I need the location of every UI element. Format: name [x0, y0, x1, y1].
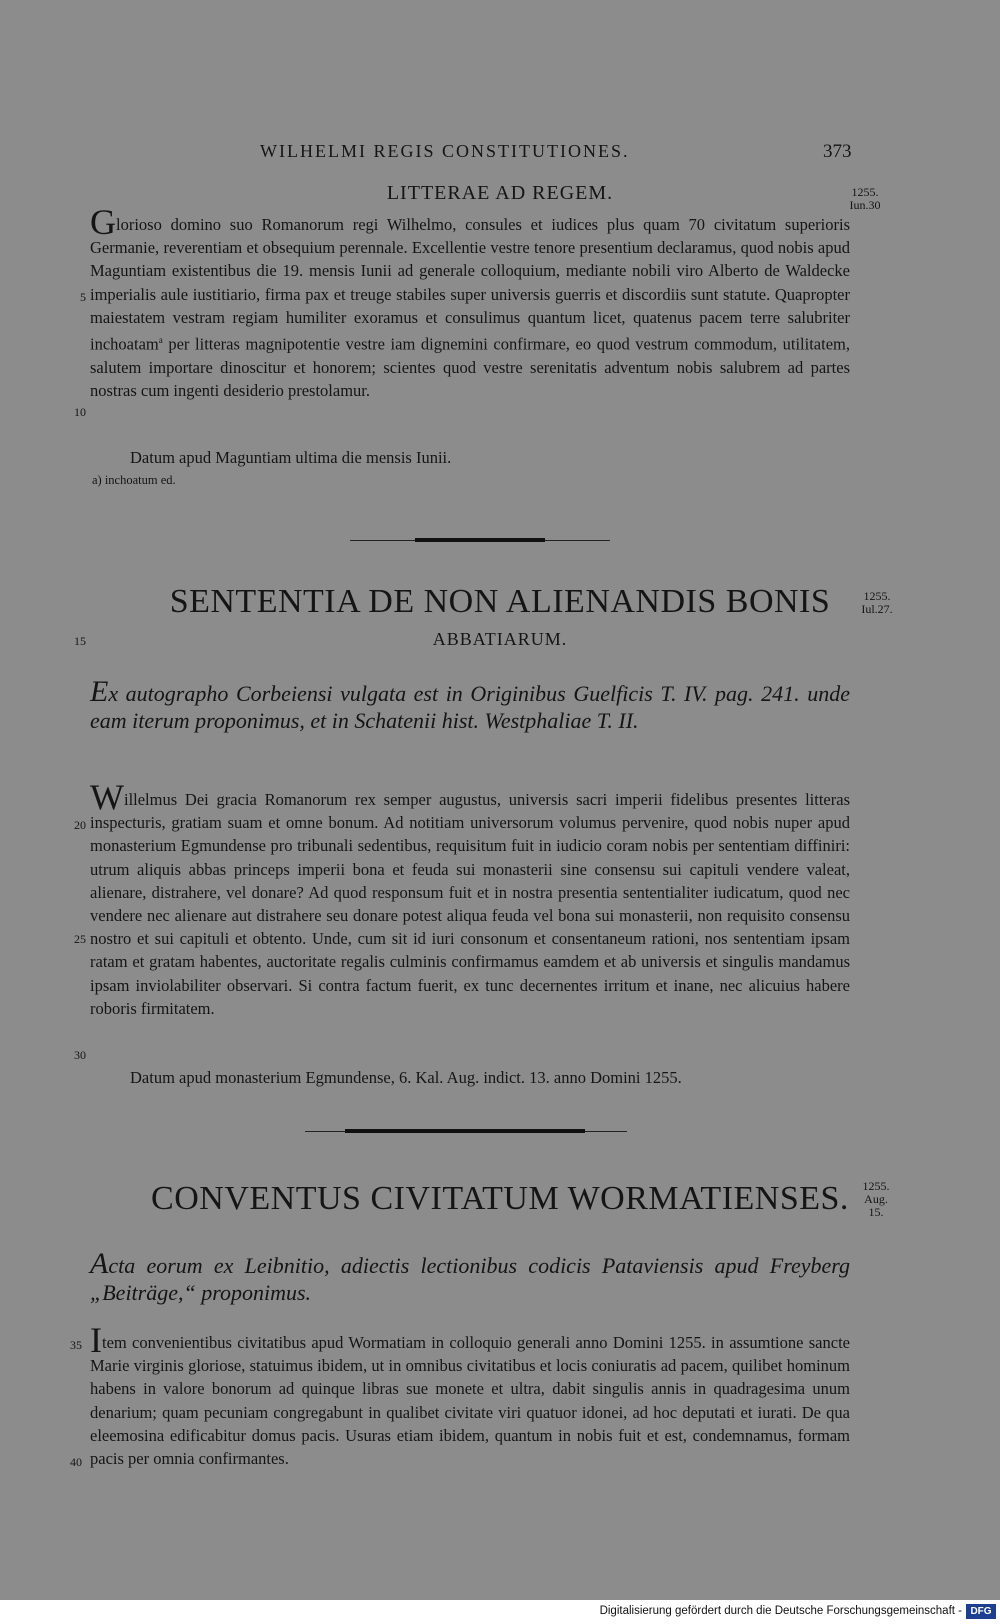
intro-text: cta eorum ex Leibnitio, adiectis lectionibus codicis Pataviensis apud Freyberg „Beiträge,“ proponimus. [90, 1253, 850, 1305]
line-number: 5 [80, 290, 86, 304]
intro-initial: E [90, 675, 109, 708]
intro-text: x autographo Corbeiensi vulgata est in Originibus Guelficis T. IV. pag. 241. unde eam iterum proponimus, et in Schatenii hist. Westphaliae T. II. [90, 681, 850, 733]
section2-margin-date [854, 590, 900, 616]
margin-date-year: 1255. [863, 589, 891, 603]
dropcap: G [90, 202, 116, 242]
line-number: 40 [70, 1455, 82, 1469]
dfg-logo-icon: DFG [966, 1604, 996, 1619]
section2-text: illelmus Dei gracia Romanorum rex semper augustus, universis sacri imperii fidelibus presentes litteras inspecturis, gratiam suam et omne bonum. Ad notitiam universorum volumus pervenire, quod nobis nuper apud monasterium Egmundense pro tribunali sedentibus, requisitum fuit in iudicio coram nobis per sententiam diffiniri: utrum aliquis abbas princeps imperii bona et feuda sui monasterii sine consensu sui capituli vendere valeat, alienare, distrahere, vel donare? Ad quod responsum fuit et in nostra presentia sententialiter iudicatum, quod nec vendere nec alienare aut distrahere seu donare potest aliqua feuda vel bona sui monasterii, non requisito consensu nostro et sui capituli et obtento. Unde, cum sit id iuri consonum et consentaneum rationi, nos sententiam ipsam ratam et gratam habentes, auctoritate regalis culminis confirmamus eamdem et ab universis et singulis mandamus ipsam inviolabiliter observari. Si contra factum fuerit, ex tunc decernentes irritum et inane, nec alicuius habere roboris firmitatem. [90, 790, 850, 1018]
section2-body [90, 777, 850, 1020]
section1-body [90, 202, 850, 402]
margin-date-day: Iul.27. [861, 602, 893, 616]
line-number: 25 [74, 932, 86, 946]
section2-datum: Datum apud monasterium Egmundense, 6. Kal. Aug. indict. 13. anno Domini 1255. [130, 1068, 682, 1087]
section1-text-end: per litteras magnipotentie vestre iam dignemini confirmare, eo quod vestrum commodum, utilitatem, salutem importare dinoscitur et honorem; scientes quod vestre serenitatis adventum nobis salubrem ad partes nostras cum ingenti desiderio prestolamur. [90, 334, 850, 400]
margin-date-year: 1255. [862, 1179, 890, 1193]
footer-bar [0, 1600, 1000, 1624]
margin-date-year: 1255. [851, 185, 879, 199]
section1-datum: Datum apud Maguntiam ultima die mensis Iunii. [130, 448, 452, 467]
dropcap: I [90, 1320, 102, 1360]
margin-date-month: Aug. [864, 1192, 888, 1206]
running-title: WILHELMI REGIS CONSTITUTIONES. [260, 141, 630, 161]
section3-body [90, 1320, 850, 1470]
line-number: 10 [74, 405, 86, 419]
section2-subtitle: ABBATIARUM. [432, 629, 568, 649]
section2-title: SENTENTIA DE NON ALIENANDIS BONIS [169, 583, 831, 620]
section3-text: tem convenientibus civitatibus apud Wormatiam in colloquio generali anno Domini 1255. in assumtione sancte Marie virginis gloriose, statuimus ibidem, ut in omnibus civitatibus et locis coniuratis ad pacem, quilibet hominum habens in valore bonorum ad quinque libras sue monete et ultra, dabit singulis annis in quadragesima unum denarium; quam pecuniam congregabunt in qualibet civitate viri quatuor idonei, ad hoc deputati et iurati. De qua eleemosina edificabitur domus pacis. Usuras etiam ibidem, quantum in nobis fuit et est, condemnamus, formam pacis per omnia confirmantes. [90, 1333, 850, 1469]
line-number: 35 [70, 1338, 82, 1352]
footnote: a) inchoatum ed. [92, 473, 176, 487]
line-number: 15 [74, 634, 86, 648]
line-number: 20 [74, 818, 86, 832]
section3-title: CONVENTUS CIVITATUM WORMATIENSES. [151, 1180, 849, 1217]
section1-margin-date [842, 186, 888, 212]
section2-intro [90, 675, 850, 734]
line-number: 30 [74, 1048, 86, 1062]
section3-margin-date [853, 1180, 899, 1219]
section1-title: LITTERAE AD REGEM. [386, 182, 614, 204]
dropcap: W [90, 777, 124, 817]
page-number: 373 [823, 141, 852, 162]
margin-date-day: Iun.30 [849, 198, 881, 212]
margin-date-day: 15. [868, 1205, 884, 1219]
footnote-marker: a [158, 335, 163, 346]
section1-text: lorioso domino suo Romanorum regi Wilhelmo, consules et iudices plus quam 70 civitatum superioris Germanie, reverentiam et obsequium perennale. Excellentie vestre tenore presentium declaramus, quod nobis apud Maguntiam existentibus die 19. mensis Iunii ad generale colloquium, mediante nobili viro Alberto de Waldecke imperialis aule iustitiario, firma pax et treuge stabiles super universis guerris et discordiis sunt statute. Quapropter maiestatem vestram regiam humiliter exoramus et consulimus quantum licet, quatenus pacem terre salubriter inchoatam [90, 215, 850, 354]
intro-initial: A [90, 1247, 109, 1280]
section3-intro [90, 1247, 850, 1306]
footer-credit: Digitalisierung gefördert durch die Deutsche Forschungsgemeinschaft - [599, 1605, 962, 1617]
